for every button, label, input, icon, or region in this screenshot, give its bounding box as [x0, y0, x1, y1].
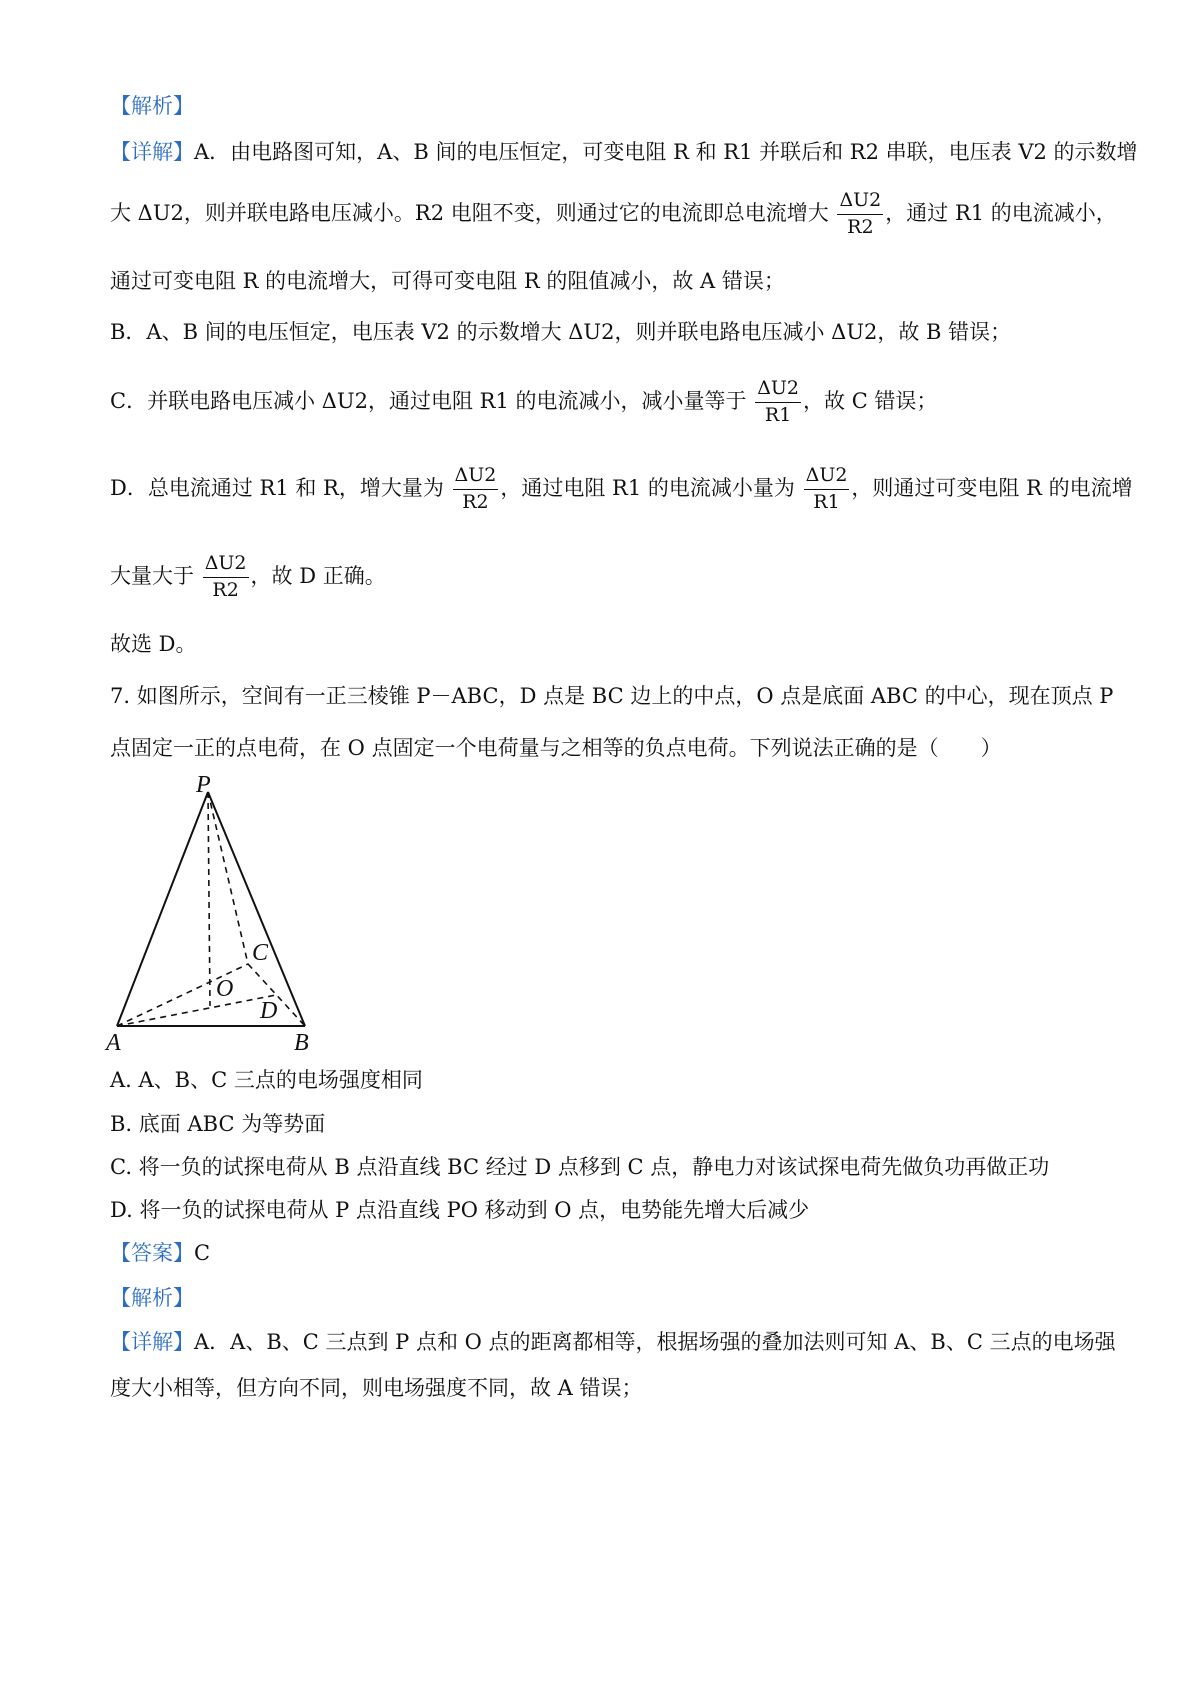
- segment-AD: [117, 995, 276, 1026]
- edge-PA: [117, 792, 208, 1026]
- conclusion: 故选 D。: [110, 632, 197, 656]
- fraction-numerator: ΔU2: [837, 190, 883, 215]
- label-P: P: [196, 772, 211, 798]
- detail-text: C．并联电路电压减小 ΔU2，通过电阻 R1 的电流减小，减小量等于: [110, 388, 747, 413]
- option-a: A. A、B、C 三点的电场强度相同: [110, 1068, 423, 1092]
- option-d: D. 将一负的试探电荷从 P 点沿直线 PO 移动到 O 点，电势能先增大后减少: [110, 1198, 810, 1222]
- answer-value: C: [194, 1241, 211, 1265]
- fraction-denominator: R2: [212, 578, 239, 601]
- segment-PO: [208, 792, 210, 1006]
- detail-line-c: [110, 378, 937, 427]
- detail-text: 大量大于: [110, 563, 194, 588]
- fraction-du2-r2: [837, 190, 883, 239]
- q7-detail-line2: 度大小相等，但方向不同，则电场强度不同，故 A 错误；: [110, 1376, 643, 1400]
- detail-text: D．总电流通过 R1 和 R，增大量为: [110, 475, 444, 500]
- detail-text: ，通过 R1 的电流减小，: [885, 200, 1117, 225]
- q7-detail-line1: [110, 1332, 1116, 1353]
- detail-line-d1: [110, 465, 1133, 514]
- question-7-stem-line1: 7. 如图所示，空间有一正三棱锥 P－ABC，D 点是 BC 边上的中点，O 点是底面 ABC 的中心，现在顶点 P: [110, 684, 1114, 708]
- detail-text: ，故 D 正确。: [250, 563, 386, 588]
- detail-line-d2: [110, 553, 386, 602]
- fraction-numerator: ΔU2: [804, 465, 850, 490]
- fraction-denominator: R2: [847, 215, 874, 238]
- fraction-du2-r2: [453, 465, 499, 514]
- label-O: O: [216, 976, 234, 1002]
- fraction-du2-r2: [203, 553, 249, 602]
- detail-text: ，则通过可变电阻 R 的电流增: [851, 475, 1133, 500]
- pyramid-figure: [100, 772, 340, 1062]
- detail-text: A．由电路图可知，A、B 间的电压恒定，可变电阻 R 和 R1 并联后和 R2 串联，电压表 V2 的示数增: [194, 140, 1138, 164]
- fraction-numerator: ΔU2: [203, 553, 249, 578]
- question-7-stem-line2: 点固定一正的点电荷，在 O 点固定一个电荷量与之相等的负点电荷。下列说法正确的是（ ）: [110, 736, 1002, 760]
- label-B: B: [294, 1030, 309, 1056]
- detail-line-a1: [110, 142, 1138, 163]
- option-b: B. 底面 ABC 为等势面: [110, 1112, 326, 1136]
- fraction-denominator: R1: [813, 490, 840, 513]
- label-C: C: [252, 940, 269, 966]
- detail-text: ，通过电阻 R1 的电流减小量为: [500, 475, 795, 500]
- edge-PC: [208, 792, 248, 964]
- detail-label: 【详解】: [110, 1330, 194, 1354]
- fraction-du2-r1: [804, 465, 850, 514]
- detail-text: 大 ΔU2，则并联电路电压减小。R2 电阻不变，则通过它的电流即总电流增大: [110, 200, 829, 225]
- fraction-du2-r1: [755, 378, 801, 427]
- detail-text: A．A、B、C 三点到 P 点和 O 点的距离都相等，根据场强的叠加法则可知 A、B、C 三点的电场强: [194, 1330, 1116, 1354]
- detail-line-a3: 通过可变电阻 R 的电流增大，可得可变电阻 R 的阻值减小，故 A 错误；: [110, 269, 785, 293]
- detail-label: 【详解】: [110, 140, 194, 164]
- detail-line-a2: [110, 190, 1117, 239]
- label-A: A: [106, 1030, 121, 1056]
- option-c: C. 将一负的试探电荷从 B 点沿直线 BC 经过 D 点移到 C 点，静电力对该试探电荷先做负功再做正功: [110, 1155, 1050, 1179]
- fraction-numerator: ΔU2: [453, 465, 499, 490]
- analysis-label: 【解析】: [110, 94, 194, 118]
- answer-line: [110, 1243, 210, 1264]
- fraction-numerator: ΔU2: [755, 378, 801, 403]
- fraction-denominator: R2: [462, 490, 489, 513]
- detail-line-b: B．A、B 间的电压恒定，电压表 V2 的示数增大 ΔU2，则并联电路电压减小 ΔU2，故 B 错误；: [110, 320, 1012, 344]
- detail-text: ，故 C 错误；: [803, 388, 938, 413]
- fraction-denominator: R1: [764, 403, 792, 426]
- analysis-label-q7: 【解析】: [110, 1286, 194, 1310]
- answer-label: 【答案】: [110, 1241, 194, 1265]
- label-D: D: [260, 998, 278, 1024]
